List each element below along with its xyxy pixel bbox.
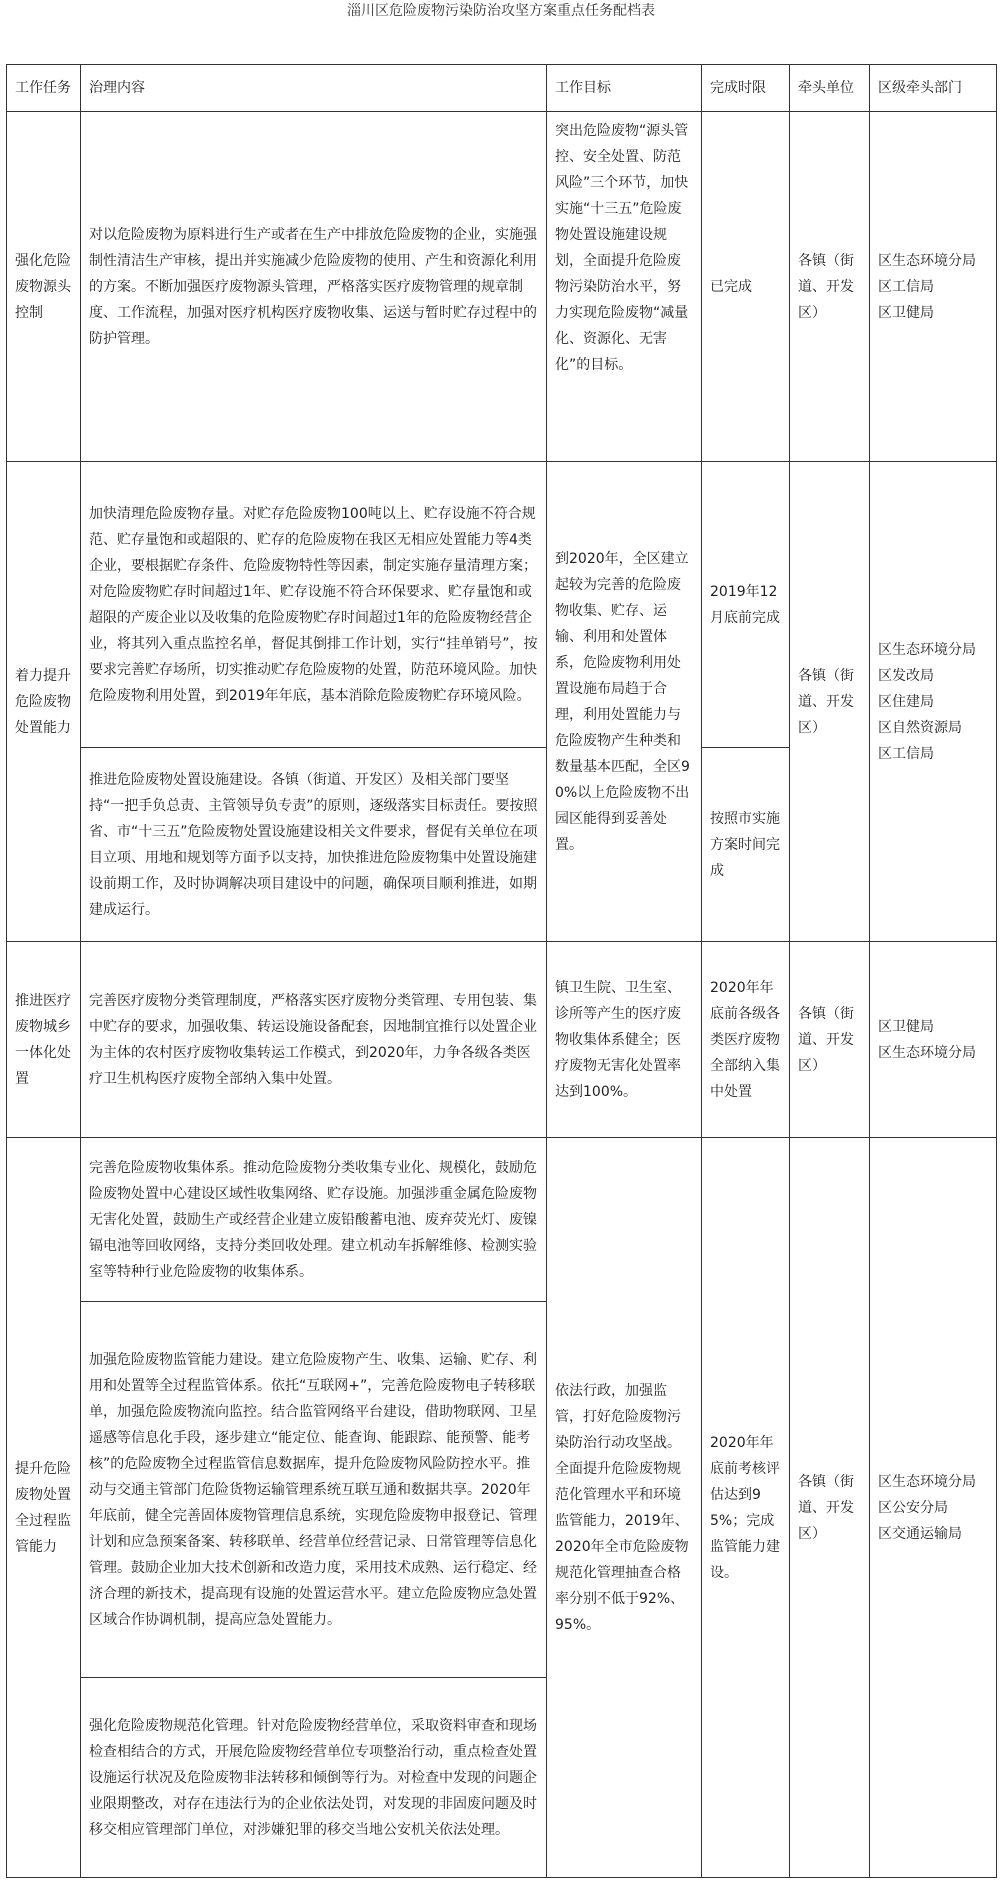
task-cell: 着力提升危险废物处置能力 — [7, 462, 81, 942]
lead-unit-cell: 各镇（街道、开发区） — [790, 112, 870, 462]
dept-cell — [870, 942, 997, 1138]
task-cell: 强化危险废物源头控制 — [7, 112, 81, 462]
dept-item: 区卫健局 — [878, 1018, 934, 1035]
table-row — [7, 1138, 997, 1302]
table-header-row — [7, 65, 997, 112]
dept-item: 区卫健局 — [878, 304, 934, 321]
header-task: 工作任务 — [7, 65, 81, 112]
content-cell: 对以危险废物为原料进行生产或者在生产中排放危险废物的企业，实施强制性清洁生产审核，提出并实施减少危险废物的使用、产生和资源化利用的方案。不断加强医疗废物源头管理，严格落实医疗废物管理的规章制度、工作流程，加强对医疗机构医疗废物收集、运送与暂时贮存过程中的防护管理。 — [81, 112, 547, 462]
content-cell: 加强危险废物监管能力建设。建立危险废物产生、收集、运输、贮存、利用和处置等全过程监管体系。依托“互联网+”，完善危险废物电子转移联单，加强危险废物流向监控。结合监管网络平台建设，借助物联网、卫星遥感等信息化手段，逐步建立“能定位、能查询、能跟踪、能预警、能考核”的危险废物全过程监管信息数据库，提升危险废物风险防控水平。推动与交通主管部门危险货物运输管理系统互联互通和数据共享。2020年年底前，健全完善固体废物管理信息系统，实现危险废物申报登记、管理计划和应急预案备案、转移联单、经营单位经营记录、日常管理等信息化管理。鼓励企业加大技术创新和改造力度，采用技术成熟、运行稳定、经济合理的新技术，提高现有设施的处置运营水平。建立危险废物应急处置区域合作协调机制，提高应急处置能力。 — [81, 1302, 547, 1678]
goal-cell: 镇卫生院、卫生室、诊所等产生的医疗废物收集体系健全；医疗废物无害化处置率达到100%。 — [547, 942, 702, 1138]
task-table — [6, 64, 997, 1878]
task-cell: 推进医疗废物城乡一体化处置 — [7, 942, 81, 1138]
dept-item: 区交通运输局 — [878, 1525, 962, 1542]
header-district-dept: 区级牵头部门 — [870, 65, 997, 112]
task-cell: 提升危险废物处置全过程监管能力 — [7, 1138, 81, 1878]
dept-item: 区生态环境分局 — [878, 641, 976, 658]
dept-item: 区公安分局 — [878, 1499, 948, 1516]
dept-item: 区生态环境分局 — [878, 1044, 976, 1061]
table-row — [7, 462, 997, 748]
deadline-cell: 已完成 — [702, 112, 790, 462]
goal-cell: 突出危险废物“源头管控、安全处置、防范风险”三个环节，加快实施“十三五”危险废物处置设施建设规划，全面提升危险废物污染防治水平，努力实现危险废物“减量化、资源化、无害化”的目标。 — [547, 112, 702, 462]
deadline-cell: 2020年年底前各级各类医疗废物全部纳入集中处置 — [702, 942, 790, 1138]
table-row — [7, 942, 997, 1138]
content-cell: 完善危险废物收集体系。推动危险废物分类收集专业化、规模化，鼓励危险废物处置中心建设区域性收集网络、贮存设施。加强涉重金属危险废物无害化处置，鼓励生产或经营企业建立废铅酸蓄电池、废弃荧光灯、废镍镉电池等回收网络，支持分类回收处理。建立机动车拆解维修、检测实验室等特种行业危险废物的收集体系。 — [81, 1138, 547, 1302]
page-title: 淄川区危险废物污染防治攻坚方案重点任务配档表 — [347, 3, 655, 19]
lead-unit-cell: 各镇（街道、开发区） — [790, 462, 870, 942]
header-goal: 工作目标 — [547, 65, 702, 112]
lead-unit-cell: 各镇（街道、开发区） — [790, 1138, 870, 1878]
dept-item: 区生态环境分局 — [878, 252, 976, 269]
deadline-cell: 2019年12月底前完成 — [702, 462, 790, 748]
dept-item: 区自然资源局 — [878, 719, 962, 736]
goal-cell: 到2020年，全区建立起较为完善的危险废物收集、贮存、运输、利用和处置体系，危险废物利用处置设施布局趋于合理，利用处置能力与危险废物产生种类和数量基本匹配，全区90%以上危险废物不出园区能得到妥善处置。 — [547, 462, 702, 942]
dept-item: 区工信局 — [878, 278, 934, 295]
dept-cell — [870, 112, 997, 462]
dept-cell — [870, 462, 997, 942]
dept-item: 区生态环境分局 — [878, 1473, 976, 1490]
dept-item: 区住建局 — [878, 693, 934, 710]
dept-cell — [870, 1138, 997, 1878]
content-cell: 推进危险废物处置设施建设。各镇（街道、开发区）及相关部门要坚持“一把手负总责、主管领导负专责”的原则，逐级落实目标责任。要按照省、市“十三五”危险废物处置设施建设相关文件要求，督促有关单位在项目立项、用地和规划等方面予以支持，加快推进危险废物集中处置设施建设前期工作，及时协调解决项目建设中的问题，确保项目顺利推进，如期建成运行。 — [81, 748, 547, 942]
goal-cell: 依法行政，加强监管，打好危险废物污染防治行动攻坚战。全面提升危险废物规范化管理水平和环境监管能力，2019年、2020年全市危险废物规范化管理抽查合格率分别不低于92%、95%。 — [547, 1138, 702, 1878]
lead-unit-cell: 各镇（街道、开发区） — [790, 942, 870, 1138]
header-deadline: 完成时限 — [702, 65, 790, 112]
dept-item: 区发改局 — [878, 667, 934, 684]
content-cell: 完善医疗废物分类管理制度，严格落实医疗废物分类管理、专用包装、集中贮存的要求，加强收集、转运设施设备配套，因地制宜推行以处置企业为主体的农村医疗废物收集转运工作模式，到2020年，力争各级各类医疗卫生机构医疗废物全部纳入集中处置。 — [81, 942, 547, 1138]
content-cell: 加快清理危险废物存量。对贮存危险废物100吨以上、贮存设施不符合规范、贮存量饱和或超限的、贮存的危险废物在我区无相应处置能力等4类企业，要根据贮存条件、危险废物特性等因素，制定实施存量清理方案；对危险废物贮存时间超过1年、贮存设施不符合环保要求、贮存量饱和或超限的产废企业以及收集的危险废物贮存时间超过1年的危险废物经营企业，将其列入重点监控名单，督促其倒排工作计划，实行“挂单销号”，按要求完善贮存场所，切实推动贮存危险废物的处置，防范环境风险。加快危险废物利用处置，到2019年年底，基本消除危险废物贮存环境风险。 — [81, 462, 547, 748]
content-cell: 强化危险废物规范化管理。针对危险废物经营单位，采取资料审查和现场检查相结合的方式，开展危险废物经营单位专项整治行动，重点检查处置设施运行状况及危险废物非法转移和倾倒等行为。对检查中发现的问题企业限期整改，对存在违法行为的企业依法处罚，对发现的非固废问题及时移交相应管理部门单位，对涉嫌犯罪的移交当地公安机关依法处理。 — [81, 1678, 547, 1878]
header-content: 治理内容 — [81, 65, 547, 112]
table-row — [7, 112, 997, 462]
deadline-cell: 按照市实施方案时间完成 — [702, 748, 790, 942]
deadline-cell: 2020年年底前考核评估达到95%；完成监管能力建设。 — [702, 1138, 790, 1878]
header-lead-unit: 牵头单位 — [790, 65, 870, 112]
dept-item: 区工信局 — [878, 745, 934, 762]
